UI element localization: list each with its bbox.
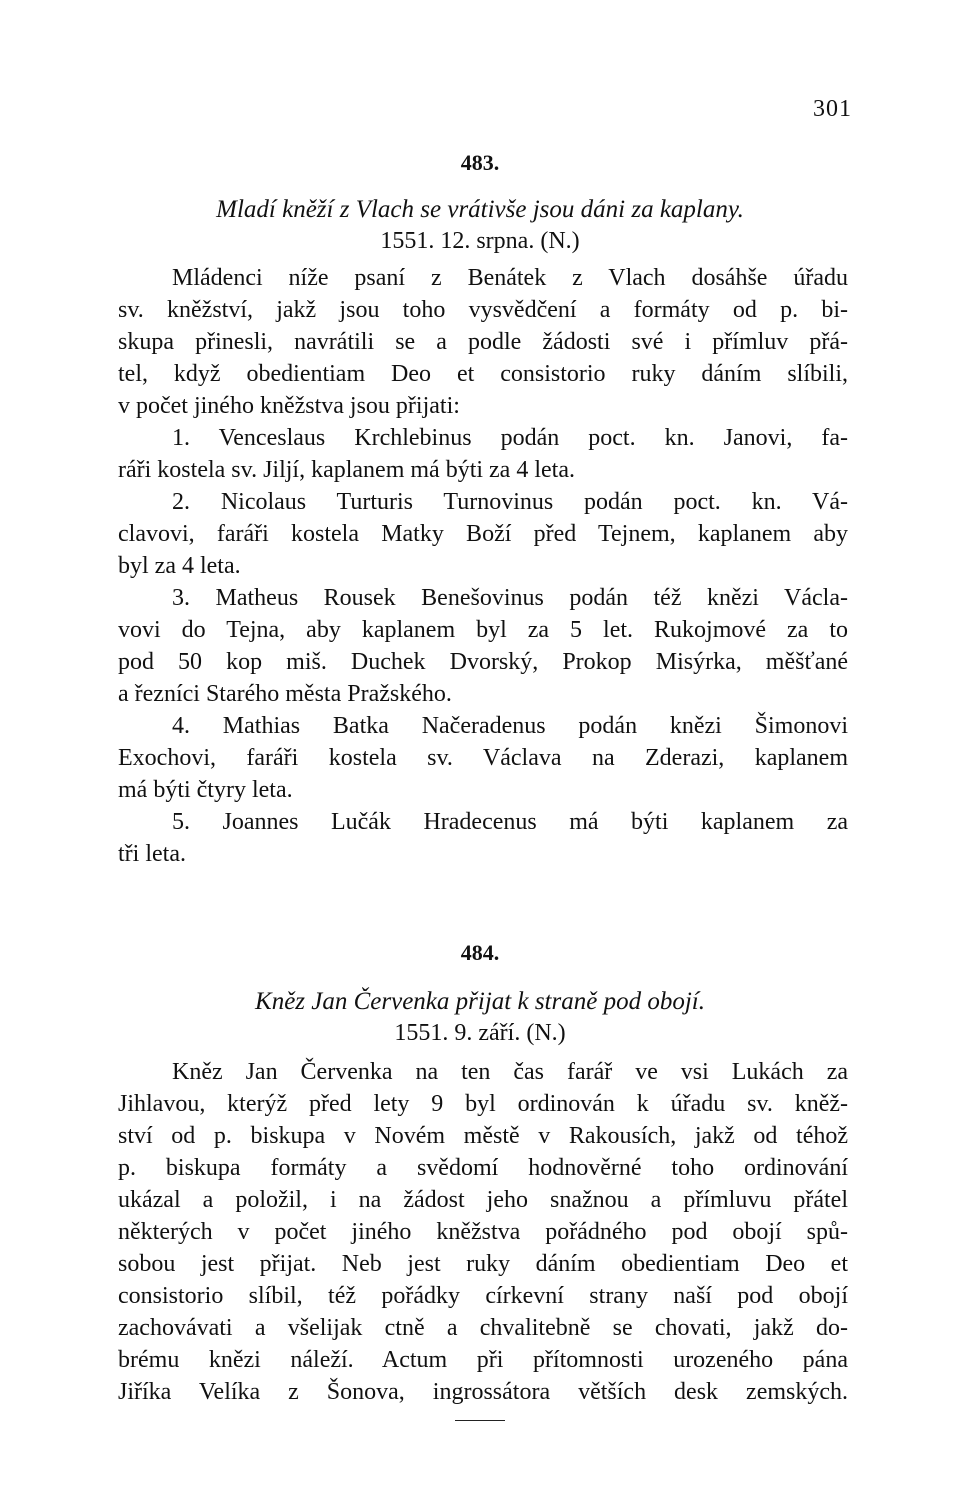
text-line: p. biskupa formáty a svědomí hodnověrné toho ordinování [118,1155,848,1181]
section-date: 1551. 12. srpna. (N.) [380,228,580,254]
text-line: tři leta. [118,841,186,867]
text-line: ukázal a položil, i na žádost jeho snažnou a přímluvu přátel [118,1187,848,1213]
text-line: sobou jest přijat. Neb jest ruky dáním obedientiam Deo et [118,1251,848,1277]
text-line: Kněz Jan Červenka na ten čas farář ve vsi Lukách za [172,1059,848,1085]
text-line: ství od p. biskupa v Novém městě v Rakousích, jakž od téhož [118,1123,848,1149]
page-number: 301 [813,96,852,122]
text-line: skupa přinesli, navrátili se a podle žádosti své i přímluv přá- [118,329,848,355]
section-number: 484. [460,940,500,965]
section-title: Kněz Jan Červenka přijat k straně pod obojí. [255,988,705,1015]
text-line: Jiříka Velíka z Šonova, ingrossátora větších desk zemských. [118,1379,848,1405]
text-line: 1. Venceslaus Krchlebinus podán poct. kn. Janovi, fa- [172,425,848,451]
text-line: Jihlavou, kterýž před lety 9 byl ordinován k úřadu sv. kněž- [118,1091,848,1117]
section-date: 1551. 9. září. (N.) [394,1020,566,1046]
text-line: zachovávati a všelijak ctně a chvalitebně se chovati, jakž do- [118,1315,848,1341]
text-line: 4. Mathias Batka Načeradenus podán knězi Šimonovi [172,713,848,739]
text-line: pod 50 kop miš. Duchek Dvorský, Prokop Misýrka, měšťané [118,649,848,675]
text-line: byl za 4 leta. [118,553,241,579]
text-line: 3. Matheus Rousek Benešovinus podán též knězi Václa- [172,585,848,611]
text-line: Mládenci níže psaní z Benátek z Vlach dosáhše úřadu [172,265,848,291]
text-line: a řezníci Starého města Pražského. [118,681,452,707]
text-line: tel, když obedientiam Deo et consistorio ruky dáním slíbili, [118,361,848,387]
text-line: sv. kněžství, jakž jsou toho vysvědčení a formáty od p. bi- [118,297,848,323]
text-line: clavovi, faráři kostela Matky Boží před Tejnem, kaplanem aby [118,521,848,547]
text-line: v počet jiného kněžstva jsou přijati: [118,393,460,419]
text-line: Exochovi, faráři kostela sv. Václava na Zderazi, kaplanem [118,745,848,771]
text-line: vovi do Tejna, aby kaplanem byl za 5 let. Rukojmové za to [118,617,848,643]
text-line: consistorio slíbil, též pořádky církevní strany naší pod obojí [118,1283,848,1309]
section-title: Mladí kněží z Vlach se vrátivše jsou dáni za kaplany. [216,196,744,223]
text-line: brému knězi náleží. Actum při přítomnosti urozeného pána [118,1347,848,1373]
closing-rule [455,1420,505,1421]
text-line: 2. Nicolaus Turturis Turnovinus podán poct. kn. Vá- [172,489,848,515]
text-line: 5. Joannes Lučák Hradecenus má býti kaplanem za [172,809,848,835]
text-line: ráři kostela sv. Jiljí, kaplanem má býti za 4 leta. [118,457,575,483]
text-line: má býti čtyry leta. [118,777,293,803]
text-line: některých v počet jiného kněžstva pořádného pod obojí spů- [118,1219,848,1245]
section-number: 483. [460,150,500,175]
